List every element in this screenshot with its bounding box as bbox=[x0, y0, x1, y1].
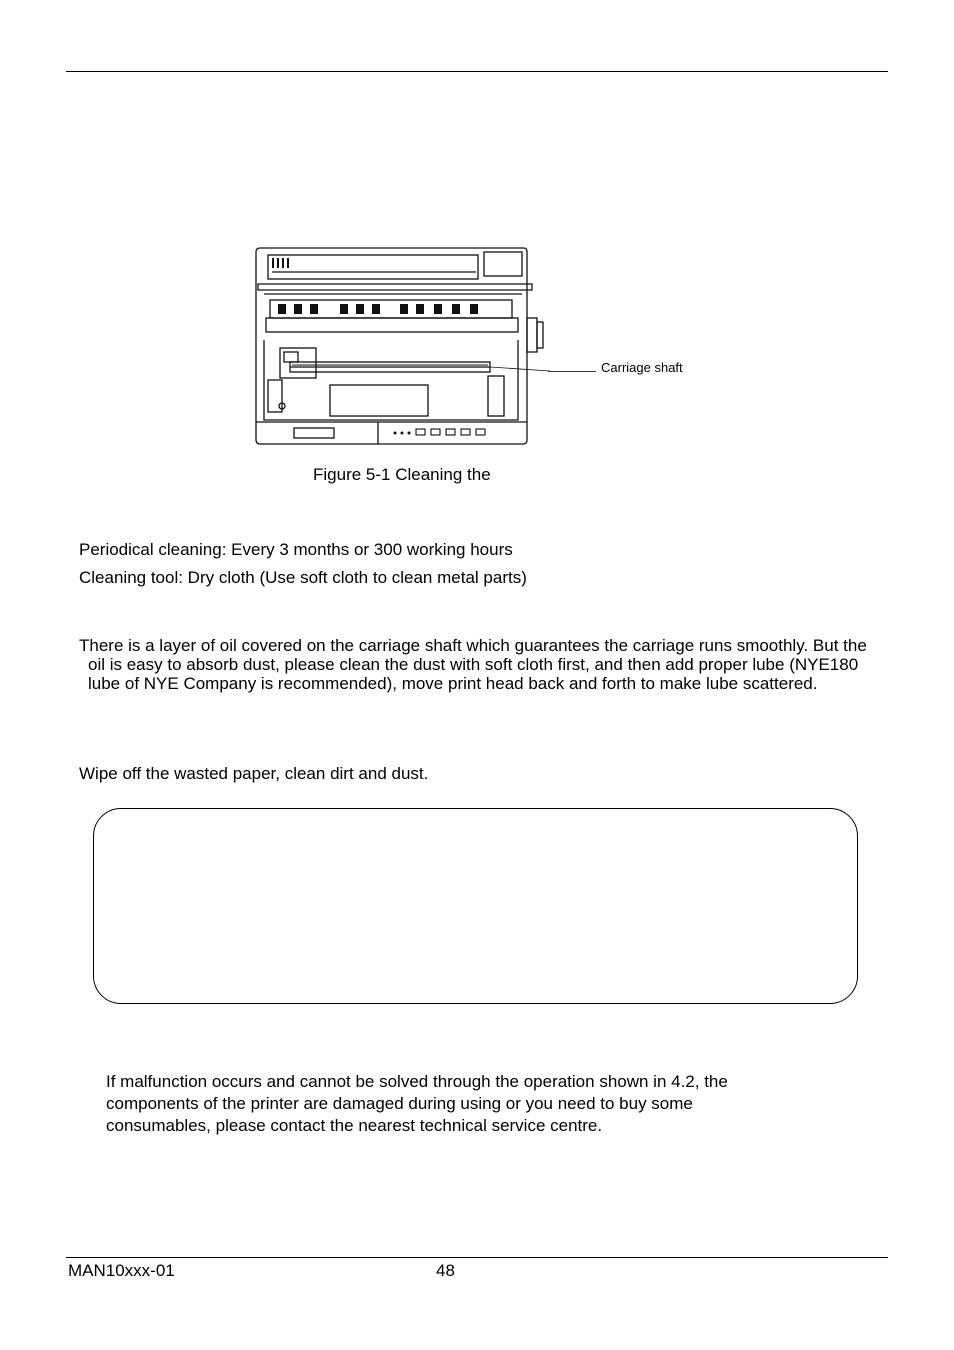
callout-carriage-shaft: Carriage shaft bbox=[601, 360, 683, 375]
service-line-3: consumables, please contact the nearest technical service centre. bbox=[106, 1116, 603, 1135]
header-rule bbox=[66, 71, 888, 72]
note-box bbox=[93, 808, 858, 1004]
cleaning-tool-text: Cleaning tool: Dry cloth (Use soft cloth to clean metal parts) bbox=[79, 568, 527, 587]
figure-caption: Figure 5-1 Cleaning the bbox=[313, 465, 491, 484]
wipe-text: Wipe off the wasted paper, clean dirt and dust. bbox=[79, 764, 429, 783]
callout-leader bbox=[548, 371, 596, 372]
footer-page-number: 48 bbox=[436, 1261, 455, 1280]
service-line-2: components of the printer are damaged during using or you need to buy some bbox=[106, 1094, 693, 1113]
printer-illustration bbox=[250, 240, 550, 450]
carriage-shaft-paragraph: There is a layer of oil covered on the carriage shaft which guarantees the carriage runs smoothly. But the oil is easy to absorb dust, please clean the dust with soft cloth first, and then add proper lube (NYE180 lube of NYE Company is recommended), move print head back and forth to make lube scattered. bbox=[79, 636, 867, 693]
footer-doc-code: MAN10xxx-01 bbox=[68, 1261, 175, 1280]
footer-rule bbox=[66, 1257, 888, 1258]
service-line-1: If malfunction occurs and cannot be solved through the operation shown in 4.2, the bbox=[106, 1072, 728, 1091]
periodical-cleaning-text: Periodical cleaning: Every 3 months or 300 working hours bbox=[79, 540, 513, 559]
